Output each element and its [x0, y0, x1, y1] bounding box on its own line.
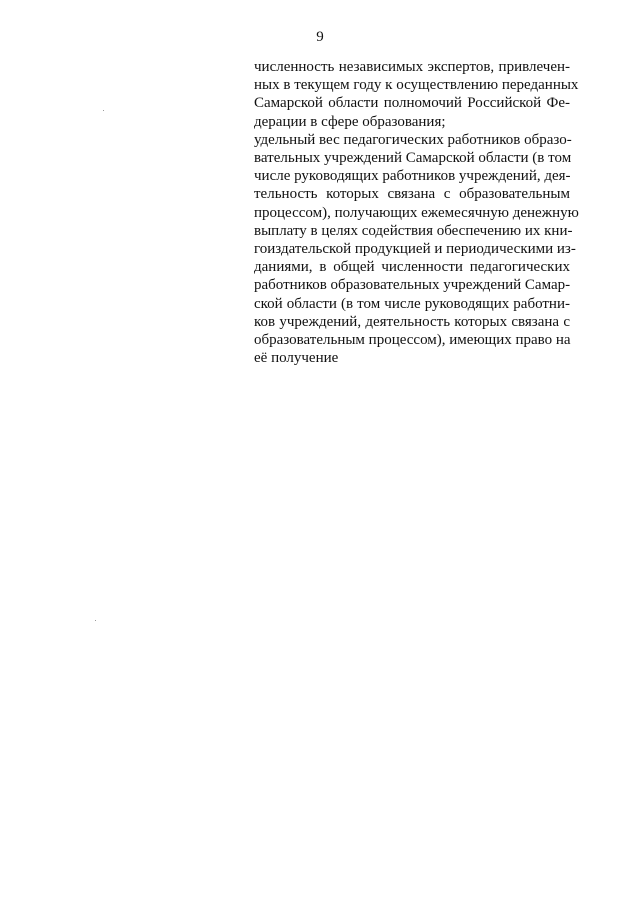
text-line: образовательным процессом), имеющих право на [254, 332, 571, 349]
text-line: процессом), получающих ежемесячную денежную [254, 204, 579, 221]
text-line: вательных учреждений Самарской области (в том [254, 150, 572, 167]
text-line: удельный вес педагогических работников образо- [254, 131, 572, 148]
text-line: даниями, в общей численности педагогических [254, 259, 570, 276]
paragraph-teacher-payments [254, 131, 579, 368]
text-line: ков учреждений, деятельность которых связана с [254, 313, 570, 330]
page-number: 9 [316, 29, 324, 45]
text-line: ных в текущем году к осуществлению переданных [254, 77, 579, 94]
scan-speck [95, 620, 96, 621]
text-line: тельность которых связана с образовательным [254, 186, 570, 203]
text-line: гоиздательской продукцией и периодическими из- [254, 241, 576, 258]
body-text [254, 58, 579, 367]
paragraph-independent-experts [254, 58, 579, 131]
text-line: числе руководящих работников учреждений, дея- [254, 168, 571, 185]
text-line: дерации в сфере образования; [254, 113, 446, 130]
text-line: ской области (в том числе руководящих работни- [254, 295, 570, 312]
text-line: её получение [254, 350, 339, 367]
text-line: численность независимых экспертов, привлечен- [254, 59, 570, 75]
text-line: Самарской области полномочий Российской Фе- [254, 95, 570, 112]
text-line: работников образовательных учреждений Самар- [254, 277, 571, 294]
scan-speck [103, 110, 104, 111]
text-line: выплату в целях содействия обеспечению их кни- [254, 222, 573, 239]
